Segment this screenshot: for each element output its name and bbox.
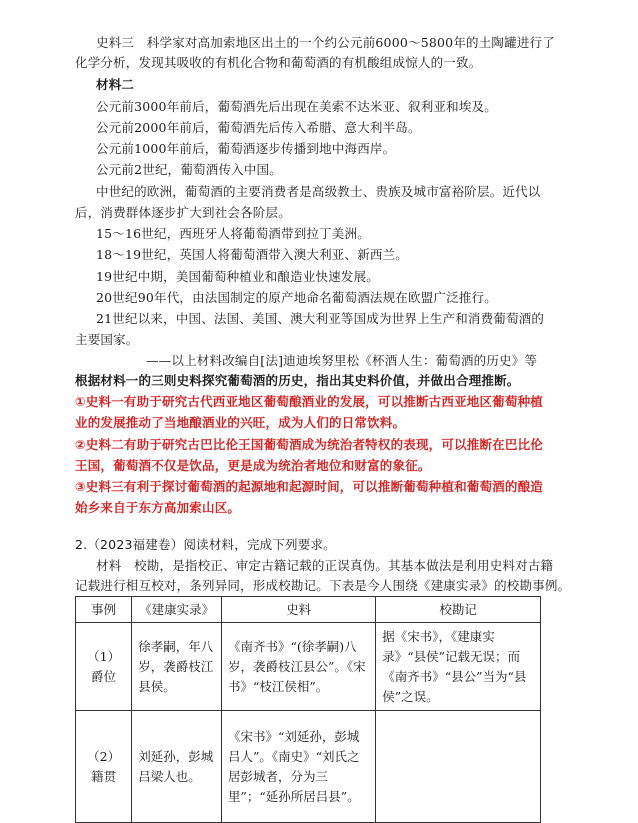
material-two-item: 21世纪以来，中国、法国、美国、澳大利亚等国成为世界上生产和消费葡萄酒的 xyxy=(96,311,545,326)
material-two-item: 15～16世纪，西班牙人将葡萄酒带到拉丁美洲。 xyxy=(96,226,370,241)
source-three-line-2: 化学分析，发现其吸收的有机化合物和葡萄酒的有机酸组成惊人的一致。 xyxy=(75,55,482,70)
header-note: 校勘记 xyxy=(376,597,541,623)
material-two-item: 20世纪90年代，由法国制定的原产地命名葡萄酒法规在欧盟广泛推行。 xyxy=(96,290,497,305)
answer-line: 王国，葡萄酒不仅是饮品，更是成为统治者地位和财富的象征。 xyxy=(75,458,431,473)
header-record: 《建康实录》 xyxy=(132,597,222,623)
question-heading: 2.（2023福建卷）阅读材料，完成下列要求。 xyxy=(75,537,336,552)
source-citation: ——以上材料改编自[法]迪迪埃努里松《杯酒人生：葡萄酒的历史》等 xyxy=(146,353,538,368)
material-two-item: 公元前3000年前后，葡萄酒先后出现在美索不达米亚、叙利亚和埃及。 xyxy=(96,99,497,114)
header-source: 史料 xyxy=(221,597,375,623)
cell-case: （2）籍贯 xyxy=(76,711,132,823)
answer-line: 业的发展推动了当地酿酒业的兴旺，成为人们的日常饮料。 xyxy=(75,415,406,430)
cell-note: 据《宋书》，《建康实录》“县侯”记载无误；而《南齐书》“县公”当为“县侯”之误。 xyxy=(376,623,541,711)
material-two-item: 中世纪的欧洲，葡萄酒的主要消费者是高级教士、贵族及城市富裕阶层。近代以 xyxy=(96,184,541,199)
material-two-item: 19世纪中期，美国葡萄种植业和酿造业快速发展。 xyxy=(96,269,380,284)
material-intro-line-1: 材料 校勘，是指校正、审定古籍记载的正误真伪。其基本做法是利用史料对古籍 xyxy=(96,558,554,573)
source-three-line-1: 史料三 科学家对高加索地区出土的一个约公元前6000～5800年的土陶罐进行了 xyxy=(96,35,555,50)
cell-record: 刘延孙，彭城吕梁人也。 xyxy=(132,711,222,823)
cell-note xyxy=(376,711,541,823)
material-two-item: 公元前1000年前后，葡萄酒逐步传播到地中海西岸。 xyxy=(96,141,396,156)
table-row xyxy=(76,711,541,823)
answer-line: 始乡来自于东方高加索山区。 xyxy=(75,500,241,515)
table-header-row xyxy=(76,597,541,623)
material-two-item: 18～19世纪，英国人将葡萄酒带入澳大利亚、新西兰。 xyxy=(96,247,409,262)
material-two-item-cont: 主要国家。 xyxy=(75,332,139,347)
answer-line: ③史料三有利于探讨葡萄酒的起源地和起源时间，可以推断葡萄种植和葡萄酒的酿造 xyxy=(75,479,543,494)
answer-line: ②史料二有助于研究古巴比伦王国葡萄酒成为统治者特权的表现，可以推断在巴比伦 xyxy=(75,437,543,452)
material-two-item-cont: 后，消费群体逐步扩大到社会各阶层。 xyxy=(75,205,291,220)
material-intro-line-2: 记载进行相互校对，条列异同，形成校勘记。下表是今人围绕《建康实录》的校勘事例。 xyxy=(75,578,571,593)
material-two-item: 公元前2000年前后，葡萄酒先后传入希腊、意大利半岛。 xyxy=(96,120,421,135)
header-case: 事例 xyxy=(76,597,132,623)
cell-record: 徐孝嗣，年八岁，袭爵枝江县侯。 xyxy=(132,623,222,711)
answer-line: ①史料一有助于研究古代西亚地区葡萄酿酒业的发展，可以推断古西亚地区葡萄种植 xyxy=(75,394,543,409)
material-two-heading: 材料二 xyxy=(96,77,135,92)
cell-source: 《宋书》“刘延孙，彭城吕人”。《南史》“刘氏之居彭城者，分为三里”；“延孙所居吕县”。 xyxy=(221,711,375,823)
table-row xyxy=(76,623,541,711)
cell-case: （1）爵位 xyxy=(76,623,132,711)
material-two-item: 公元前2世纪，葡萄酒传入中国。 xyxy=(96,162,282,177)
collation-table xyxy=(75,596,541,823)
cell-source: 《南齐书》“(徐孝嗣)八岁，袭爵枝江县公”。《宋书》“枝江侯相”。 xyxy=(221,623,375,711)
question-prompt: 根据材料一的三则史料探究葡萄酒的历史，指出其史料价值，并做出合理推断。 xyxy=(75,373,520,388)
